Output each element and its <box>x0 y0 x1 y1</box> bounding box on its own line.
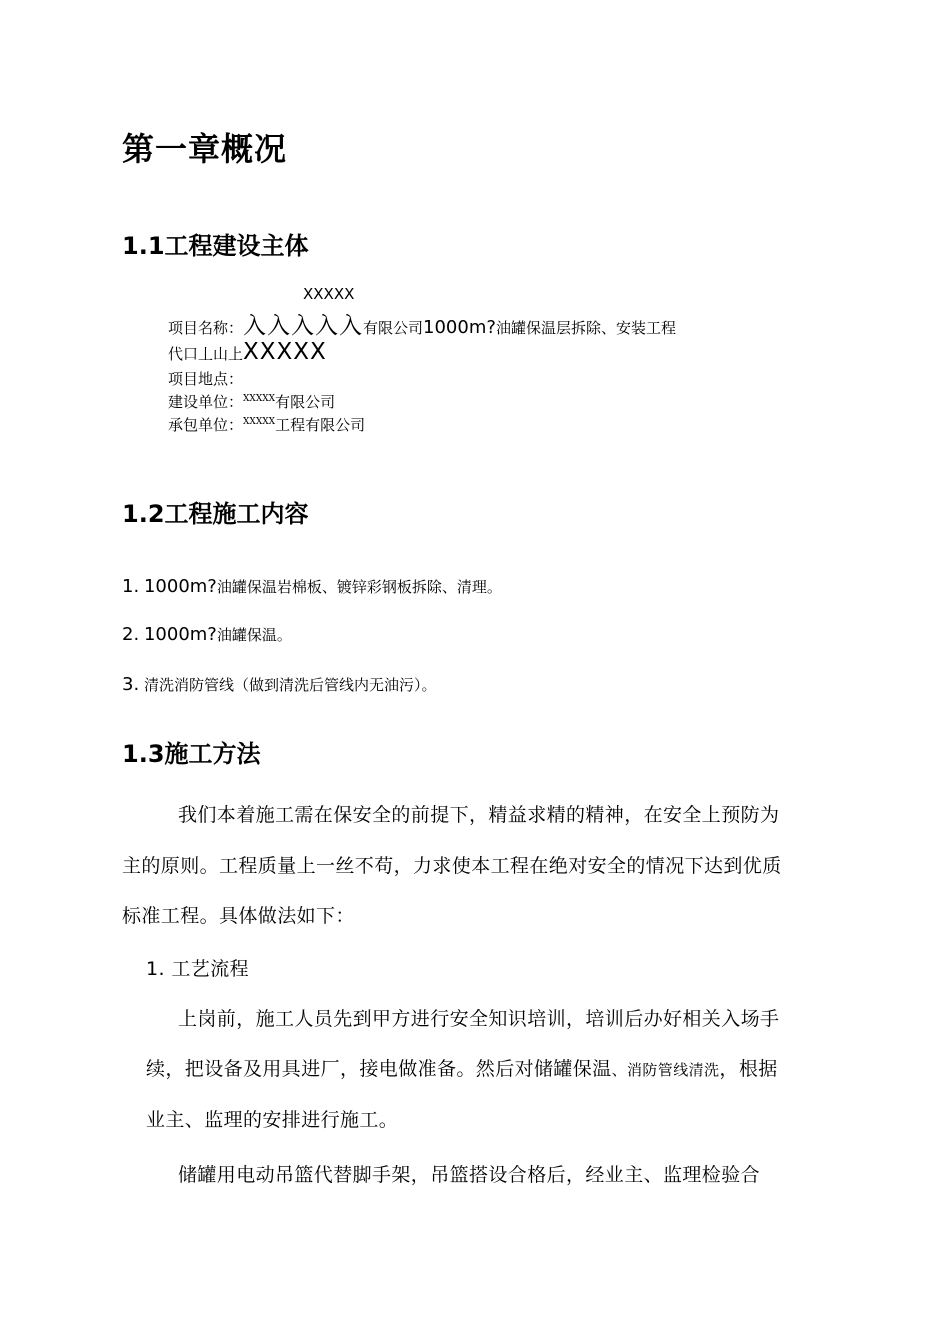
list-item-text: 油罐保温岩棉板、镀锌彩钢板拆除、清理。 <box>216 578 502 596</box>
project-code-line <box>168 339 327 365</box>
paragraph-segment: ，根据 <box>719 1058 778 1080</box>
paragraph-line <box>146 1043 778 1096</box>
list-item <box>122 624 292 645</box>
paragraph-segment-small: 、消防管线清洗 <box>611 1061 720 1079</box>
section-title-1-1: 1.1工程建设主体 <box>122 232 309 260</box>
list-item <box>122 576 502 597</box>
project-code-prefix: 代口丄山上 <box>168 345 244 363</box>
project-code-value: XXXXX <box>243 339 327 365</box>
list-item-volume: 1000m? <box>143 624 217 645</box>
list-item <box>122 674 436 695</box>
project-location-label: 项目地点： <box>168 370 244 388</box>
project-name-placeholder: 入入入入入 <box>243 313 364 339</box>
project-name-label: 项目名称： <box>168 319 244 337</box>
list-item-number: 2. <box>122 624 140 645</box>
paragraph-segment: 续，把设备及用具进厂，接电做准备。然后对储罐保温 <box>146 1058 612 1080</box>
list-item-volume: 1000m? <box>143 576 217 597</box>
contractor-placeholder: XXXXX <box>243 417 276 427</box>
builder-label: 建设单位： <box>168 393 244 411</box>
paragraph-line: 标准工程。具体做法如下： <box>122 905 355 927</box>
subsection-heading <box>146 943 249 995</box>
paragraph-line: 我们本着施工需在保安全的前提下，精益求精的精神，在安全上预防为 <box>178 804 780 826</box>
list-item-number: 1. <box>122 576 140 597</box>
chapter-title: 第一章概况 <box>122 130 288 168</box>
project-name-volume: 1000m? <box>423 317 496 338</box>
list-item-text: 油罐保温。 <box>216 626 292 644</box>
project-name-tail: 油罐保温层拆除、安装工程 <box>495 319 676 337</box>
paragraph-line: 主的原则。工程质量上一丝不苟，力求使本工程在绝对安全的情况下达到优质 <box>122 855 782 877</box>
subsection-title: 工艺流程 <box>171 958 249 980</box>
section-title-1-3: 1.3施工方法 <box>122 740 261 768</box>
paragraph-line: 储罐用电动吊篮代替脚手架，吊篮搭设合格后，经业主、监理检验合 <box>178 1164 761 1186</box>
contractor-label: 承包单位： <box>168 416 244 434</box>
project-name-company: 有限公司 <box>363 319 424 337</box>
project-name-line <box>168 307 676 340</box>
list-item-text: 清洗消防管线（做到清洗后管线内无油污）。 <box>143 676 437 694</box>
section-title-1-2: 1.2工程施工内容 <box>122 500 309 528</box>
paragraph-line: 业主、监理的安排进行施工。 <box>146 1109 399 1131</box>
builder-line <box>168 391 335 412</box>
paragraph-line: 上岗前，施工人员先到甲方进行安全知识培训，培训后办好相关入场手 <box>178 1008 780 1030</box>
builder-placeholder: XXXXX <box>243 394 276 404</box>
list-item-number: 3. <box>122 674 140 695</box>
contractor-line <box>168 414 365 435</box>
contractor-value: 工程有限公司 <box>275 416 366 434</box>
project-name-annotation: XXXXX <box>303 285 355 303</box>
subsection-number: 1. <box>146 958 165 980</box>
builder-value: 有限公司 <box>275 393 336 411</box>
